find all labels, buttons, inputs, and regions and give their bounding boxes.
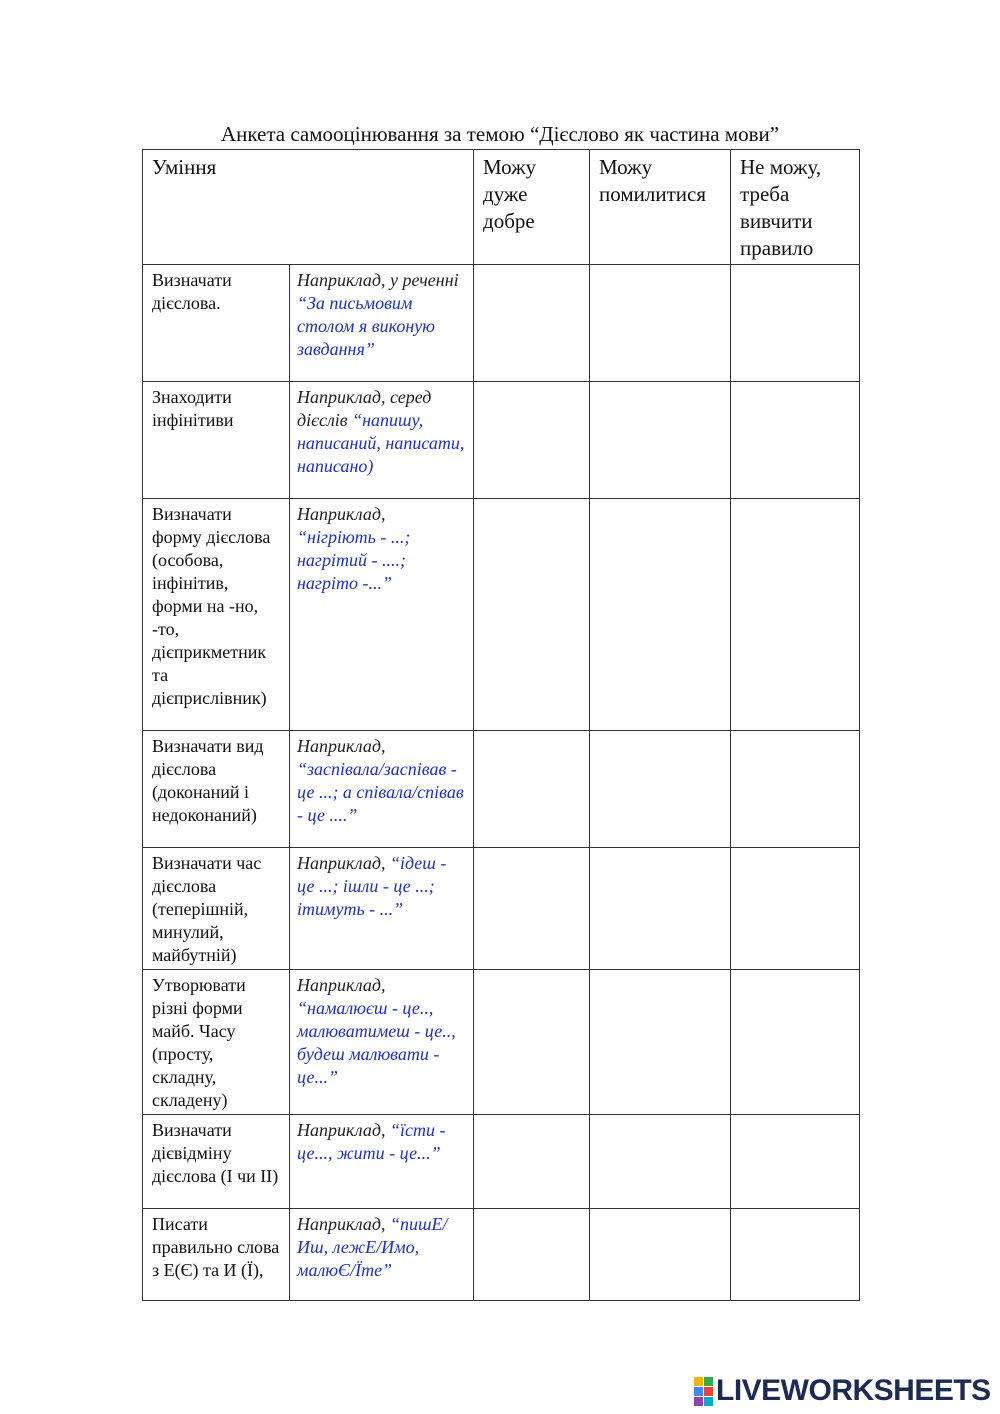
- liveworksheets-logo[interactable]: [694, 1374, 991, 1408]
- example-cell: [290, 499, 474, 731]
- self-assessment-table: [142, 149, 860, 1301]
- answer-cell-cannot[interactable]: [731, 382, 860, 499]
- table-row: [143, 265, 860, 382]
- logo-mark-icon: [694, 1377, 713, 1406]
- example-cell: [290, 265, 474, 382]
- example-lead: Наприклад,: [297, 736, 386, 756]
- example-cell: [290, 1115, 474, 1209]
- logo-square-1: [694, 1377, 703, 1386]
- answer-cell-can-err[interactable]: [590, 265, 731, 382]
- example-cell: [290, 1209, 474, 1301]
- answer-cell-very-good[interactable]: [474, 1115, 590, 1209]
- logo-square-6: [704, 1397, 713, 1406]
- table-row: [143, 848, 860, 970]
- header-cannot: Не можу, треба вивчити правило: [731, 150, 860, 265]
- page-title: Анкета самооцінювання за темою “Дієслово як частина мови”: [220, 122, 780, 146]
- example-cell: [290, 848, 474, 970]
- logo-square-4: [704, 1387, 713, 1396]
- answer-cell-can-err[interactable]: [590, 382, 731, 499]
- skill-cell: Знаходити інфінітиви: [143, 382, 290, 499]
- answer-cell-cannot[interactable]: [731, 499, 860, 731]
- answer-cell-cannot[interactable]: [731, 970, 860, 1115]
- answer-cell-can-err[interactable]: [590, 1209, 731, 1301]
- example-cell: [290, 382, 474, 499]
- example-lead: Наприклад, у реченні: [297, 270, 459, 290]
- answer-cell-cannot[interactable]: [731, 1115, 860, 1209]
- example-text: “намалюєш - це.., малюватимеш - це.., будеш малювати - це...”: [297, 998, 456, 1087]
- example-cell: [290, 731, 474, 848]
- table-row: [143, 1115, 860, 1209]
- answer-cell-very-good[interactable]: [474, 1209, 590, 1301]
- table-row: [143, 382, 860, 499]
- example-lead: Наприклад,: [297, 504, 386, 524]
- answer-cell-very-good[interactable]: [474, 970, 590, 1115]
- answer-cell-can-err[interactable]: [590, 1115, 731, 1209]
- example-lead: Наприклад,: [297, 1120, 390, 1140]
- example-text: “ідеш - це ...; ішли - це ...; ітимуть - ...”: [297, 853, 447, 919]
- answer-cell-cannot[interactable]: [731, 265, 860, 382]
- logo-text: LIVEWORKSHEETS: [716, 1374, 991, 1407]
- answer-cell-very-good[interactable]: [474, 848, 590, 970]
- table-row: [143, 1209, 860, 1301]
- skill-cell: Визначати час дієслова (теперішній, минулий, майбутній): [143, 848, 290, 970]
- header-skill: Уміння: [143, 150, 474, 265]
- answer-cell-very-good[interactable]: [474, 731, 590, 848]
- skill-cell: Визначати форму дієслова (особова, інфінітив, форми на -но, -то, дієприкметник та дієприслівник): [143, 499, 290, 731]
- answer-cell-very-good[interactable]: [474, 382, 590, 499]
- example-text: “За письмовим столом я виконую завдання”: [297, 293, 435, 359]
- answer-cell-cannot[interactable]: [731, 731, 860, 848]
- header-very-good: Можу дуже добре: [474, 150, 590, 265]
- skill-cell: Писати правильно слова з Е(Є) та И (Ї),: [143, 1209, 290, 1301]
- answer-cell-can-err[interactable]: [590, 970, 731, 1115]
- answer-cell-can-err[interactable]: [590, 848, 731, 970]
- example-text: “напишу, написаний, написати, написано): [297, 410, 465, 476]
- answer-cell-very-good[interactable]: [474, 265, 590, 382]
- logo-square-2: [704, 1377, 713, 1386]
- example-text: “пишЕ/Иш, лежЕ/Имо, малюЄ/Їте”: [297, 1214, 448, 1280]
- example-lead: Наприклад, серед дієслів: [297, 387, 432, 430]
- example-lead: Наприклад,: [297, 853, 390, 873]
- table-row: [143, 731, 860, 848]
- answer-cell-very-good[interactable]: [474, 499, 590, 731]
- header-row: [143, 150, 860, 265]
- example-lead: Наприклад,: [297, 975, 386, 995]
- answer-cell-can-err[interactable]: [590, 499, 731, 731]
- skill-cell: Утворювати різні форми майб. Часу (просту, складну, складену): [143, 970, 290, 1115]
- example-lead: Наприклад,: [297, 1214, 390, 1234]
- answer-cell-cannot[interactable]: [731, 1209, 860, 1301]
- example-text: “їсти - це..., жити - це...”: [297, 1120, 446, 1163]
- table-row: [143, 970, 860, 1115]
- logo-square-5: [694, 1397, 703, 1406]
- table-row: [143, 499, 860, 731]
- example-text: “заспівала/заспівав - це ...; а співала/співав - це ....”: [297, 759, 464, 825]
- skill-cell: Визначати дієвідміну дієслова (І чи ІІ): [143, 1115, 290, 1209]
- example-cell: [290, 970, 474, 1115]
- skill-cell: Визначати вид дієслова (доконаний і недоконаний): [143, 731, 290, 848]
- logo-square-3: [694, 1387, 703, 1396]
- skill-cell: Визначати дієслова.: [143, 265, 290, 382]
- header-can-err: Можу помилитися: [590, 150, 731, 265]
- example-text: “нігріють - ...; нагрітий - ....; нагріто -...”: [297, 527, 411, 593]
- answer-cell-cannot[interactable]: [731, 848, 860, 970]
- answer-cell-can-err[interactable]: [590, 731, 731, 848]
